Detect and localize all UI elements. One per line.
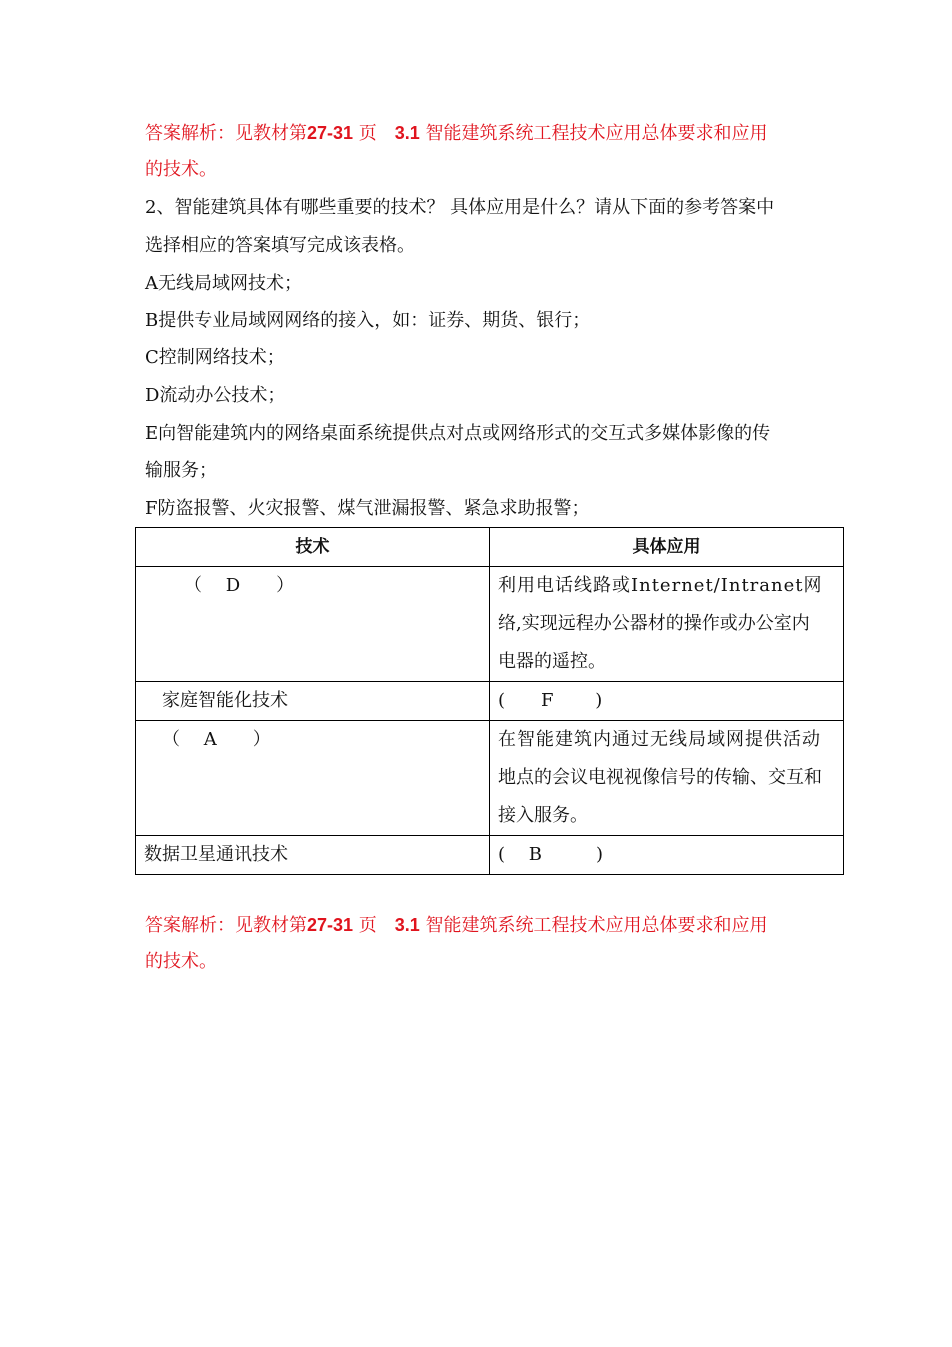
option-b: B提供专业局域网网络的接入，如：证券、期货、银行； [145,310,591,331]
table-row [136,567,844,682]
answer-analysis-repeat-line-1: 答案解析：见教材第27-31 页 3.1 智能建筑系统工程技术应用总体要求和应用 [145,915,768,936]
tech-cell: 数据卫星通讯技术 [136,836,490,875]
table-row [136,682,844,721]
table-header-row [136,528,844,567]
application-cell: 利用电话线路或Internet/Intranet网 络,实现远程办公器材的操作或办公室内 电器的遥控。 [490,567,844,682]
option-d: D流动办公技术； [145,385,286,406]
application-cell: 在智能建筑内通过无线局域网提供活动 地点的会议电视视像信号的传输、交互和 接入服务。 [490,721,844,836]
option-f: F防盗报警、火灾报警、煤气泄漏报警、紧急求助报警； [145,498,590,519]
option-e-line-2: 输服务； [145,460,217,481]
header-technology: 技术 [136,528,490,567]
technology-table [135,527,844,875]
question-line-2: 选择相应的答案填写完成该表格。 [145,235,415,256]
section-number: 3.1 [394,123,420,143]
header-application: 具体应用 [490,528,844,567]
section-number: 3.1 [394,915,420,935]
application-cell: ( B ) [490,836,844,875]
question-line-1: 2、智能建筑具体有哪些重要的技术？ 具体应用是什么？请从下面的参考答案中 [145,197,775,218]
table-row [136,836,844,875]
answer-analysis-repeat-line-2: 的技术。 [145,951,217,972]
tech-cell: （ A ） [136,721,490,836]
page-range: 27-31 [307,123,354,143]
table-row [136,721,844,836]
option-a: A无线局域网技术； [145,273,302,294]
tech-cell: 家庭智能化技术 [136,682,490,721]
option-c: C控制网络技术； [145,347,285,368]
answer-analysis-line-2: 的技术。 [145,159,217,180]
tech-cell: （ D ） [136,567,490,682]
answer-analysis-line-1: 答案解析：见教材第27-31 页 3.1 智能建筑系统工程技术应用总体要求和应用 [145,123,768,144]
page-range: 27-31 [307,915,354,935]
option-e-line-1: E向智能建筑内的网络桌面系统提供点对点或网络形式的交互式多媒体影像的传 [145,423,771,444]
application-cell: ( F ) [490,682,844,721]
